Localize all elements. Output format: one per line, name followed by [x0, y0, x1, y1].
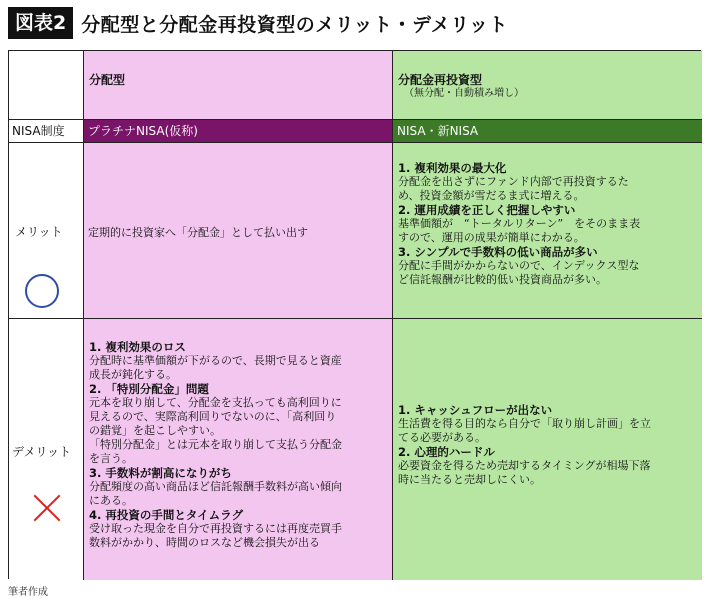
nisa-distribution: プラチナNISA(仮称)	[84, 120, 393, 143]
demerit-distribution-list	[84, 319, 392, 550]
merit-distribution-text: 定期的に投資家へ「分配金」として払い出す	[88, 226, 308, 239]
point-heading: 1. 複利効果のロス	[89, 340, 186, 354]
point-text-line: ど信託報酬が比較的低い投資商品が多い。	[398, 273, 607, 286]
point-text-line: 基準価額が “トータルリターン” をそのまま表	[398, 217, 641, 230]
point-text-line: 元本を取り崩して、分配金を支払っても高利回りに	[89, 396, 342, 409]
point-text-line: め、投資金額が雪だるま式に増える。	[398, 189, 585, 202]
figure-title: 分配型と分配金再投資型のメリット・デメリット	[81, 13, 508, 36]
point-text-line: 見えるので、実際高利回りでないのに、「高利回り	[89, 410, 337, 423]
row-label-demerit: デメリット	[12, 445, 72, 459]
point-heading: 3. シンプルで手数料の低い商品が多い	[398, 245, 598, 259]
point-text-line: 成長が鈍化する。	[89, 368, 177, 381]
point-text-line: を言う。	[89, 452, 133, 465]
cross-mark-icon	[31, 492, 63, 524]
point-text-line: 「特別分配金」とは元本を取り崩して支払う分配金	[89, 438, 342, 451]
figure-number-badge: 図表2	[8, 7, 73, 39]
circle-mark-icon	[25, 274, 59, 308]
demerit-distribution-cell	[84, 319, 393, 580]
point-text-line: 必要資金を得るため売却するタイミングが相場下落	[398, 459, 651, 472]
point-text-line: 分配時に基準価額が下がるので、長期で見ると資産	[89, 354, 342, 367]
point-text-line: 分配に手間がかからないので、インデックス型な	[398, 259, 640, 272]
point-heading: 2. 運用成績を正しく把握しやすい	[398, 203, 576, 217]
merit-distribution-cell	[84, 143, 393, 319]
row-label-nisa: NISA制度	[9, 120, 84, 143]
point-text-line: の錯覚」を起こしやすい。	[89, 424, 221, 437]
point-text-line: 分配頻度の高い商品ほど信託報酬手数料が高い傾向	[89, 480, 342, 493]
corner-cell	[9, 51, 84, 120]
row-label-merit: メリット	[15, 225, 63, 239]
merit-reinvest-list	[393, 143, 702, 287]
point-text-line: にある。	[89, 494, 133, 507]
point-text-line: てる必要がある。	[398, 431, 486, 444]
point-text-line: 数料がかかり、時間のロスなど機会損失が出る	[89, 536, 320, 549]
point-heading: 4. 再投資の手間とタイムラグ	[89, 508, 244, 522]
col-header-reinvest-title: 分配金再投資型	[398, 73, 483, 87]
figure-header	[8, 6, 508, 40]
point-heading: 2. 「特別分配金」問題	[89, 382, 209, 396]
point-heading: 3. 手数料が割高になりがち	[89, 466, 232, 480]
nisa-reinvest: NISA・新NISA	[393, 120, 702, 143]
point-text-line: 受け取った現金を自分で再投資するには再度売買手	[89, 522, 342, 535]
point-text-line: 生活費を得る目的なら自分で「取り崩し計画」を立	[398, 417, 651, 430]
point-text-line: 分配金を出さずにファンド内部で再投資するた	[398, 175, 629, 188]
col-header-distribution: 分配型	[84, 51, 393, 120]
row-label-merit-cell	[9, 143, 84, 319]
row-label-demerit-cell	[9, 319, 84, 580]
point-heading: 2. 心理的ハードル	[398, 445, 495, 459]
point-text-line: 時に当たると売却しにくい。	[398, 473, 541, 486]
comparison-table	[8, 50, 701, 579]
source-note: 筆者作成	[8, 587, 48, 598]
point-heading: 1. 複利効果の最大化	[398, 161, 507, 175]
point-heading: 1. キャッシュフローが出ない	[398, 403, 553, 417]
col-header-reinvest-subtitle: （無分配・自動積み増し）	[404, 88, 524, 99]
merit-reinvest-cell	[393, 143, 702, 319]
point-text-line: すので、運用の成果が簡単にわかる。	[398, 231, 585, 244]
demerit-reinvest-cell	[393, 319, 702, 580]
col-header-reinvest	[393, 51, 702, 120]
demerit-reinvest-list	[393, 319, 702, 487]
